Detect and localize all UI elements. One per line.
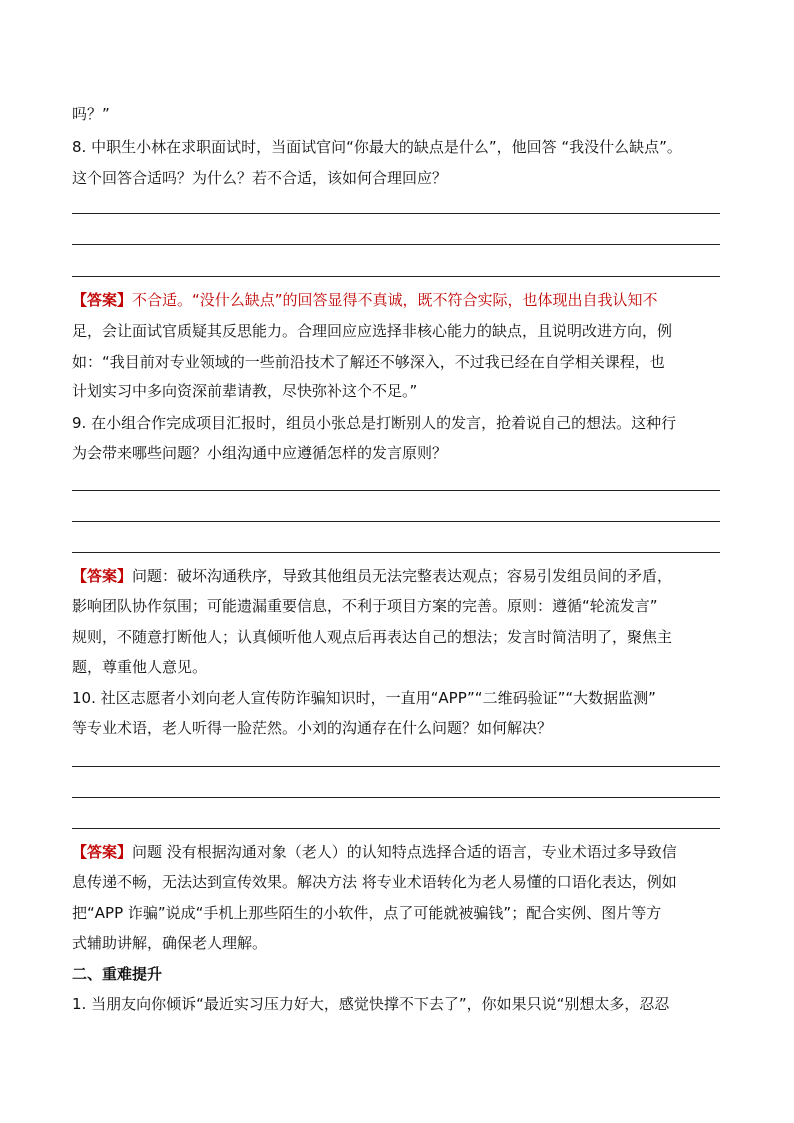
q10-line2: 等专业术语，老人听得一脸茫然。小刘的沟通存在什么问题？如何解决？ — [72, 719, 553, 737]
q8-answer-line3: 如：“我目前对专业领域的一些前沿技术了解还不够深入，不过我已经在自学相关课程，也 — [72, 353, 665, 371]
section2-q1-line1: 1. 当朋友向你倾诉“最近实习压力好大，感觉快撑不下去了”，你如果只说“别想太多，忍忍 — [72, 995, 670, 1013]
answer-rule — [72, 213, 720, 214]
q9-line1: 9. 在小组合作完成项目汇报时，组员小张总是打断别人的发言，抢着说自己的想法。这种行 — [72, 414, 677, 432]
answer-rule — [72, 797, 720, 798]
answer-tag: 【答案】 — [72, 291, 133, 309]
answer-text: 问题 没有根据沟通对象（老人）的认知特点选择合适的语言，专业术语过多导致信 — [132, 843, 677, 861]
q10-line1: 10. 社区志愿者小刘向老人宣传防诈骗知识时，一直用“APP”“二维码验证”“大数据监测” — [72, 689, 656, 707]
q7-tail: 吗？” — [72, 105, 110, 123]
q9-answer-line1 — [72, 566, 672, 586]
answer-text: 不合适。“没什么缺点”的回答显得不真诚，既不符合实际，也体现出自我认知不 — [132, 291, 658, 309]
q9-answer-line2: 影响团队协作氛围；可能遗漏重要信息，不利于项目方案的完善。原则：遵循“轮流发言” — [72, 597, 658, 615]
answer-rule — [72, 552, 720, 553]
q8-line2: 这个回答合适吗？为什么？若不合适，该如何合理回应？ — [72, 169, 448, 187]
q10-answer-line4: 式辅助讲解，确保老人理解。 — [72, 934, 268, 952]
answer-rule — [72, 766, 720, 767]
q8-answer-line2: 足，会让面试官质疑其反思能力。合理回应应选择非核心能力的缺点，且说明改进方向，例 — [72, 322, 673, 340]
answer-rule — [72, 276, 720, 277]
q9-answer-line4: 题，尊重他人意见。 — [72, 658, 208, 676]
answer-rule — [72, 521, 720, 522]
answer-text: 问题：破坏沟通秩序，导致其他组员无法完整表达观点；容易引发组员间的矛盾， — [132, 567, 673, 585]
q9-answer-line3: 规则，不随意打断他人；认真倾听他人观点后再表达自己的想法；发言时简洁明了，聚焦主 — [72, 628, 673, 646]
answer-rule — [72, 828, 720, 829]
answer-rule — [72, 490, 720, 491]
section-heading: 二、重难提升 — [72, 965, 163, 983]
q10-answer-line2: 息传递不畅，无法达到宣传效果。解决方法 将专业术语转化为老人易懂的口语化表达，例如 — [72, 873, 677, 891]
answer-tag: 【答案】 — [72, 567, 133, 585]
q9-line2: 为会带来哪些问题？小组沟通中应遵循怎样的发言原则？ — [72, 444, 448, 462]
answer-rule — [72, 244, 720, 245]
q10-answer-line1 — [72, 842, 677, 862]
answer-tag: 【答案】 — [72, 843, 133, 861]
q10-answer-line3: 把“APP 诈骗”说成“手机上那些陌生的小软件，点了可能就被骗钱”；配合实例、图片等方 — [72, 904, 662, 922]
q8-answer-line1 — [72, 290, 658, 310]
q8-answer-line4: 计划实习中多向资深前辈请教，尽快弥补这个不足。” — [72, 382, 418, 400]
q8-line1: 8. 中职生小林在求职面试时，当面试官问“你最大的缺点是什么”，他回答 “我没什么缺点”。 — [72, 138, 682, 156]
